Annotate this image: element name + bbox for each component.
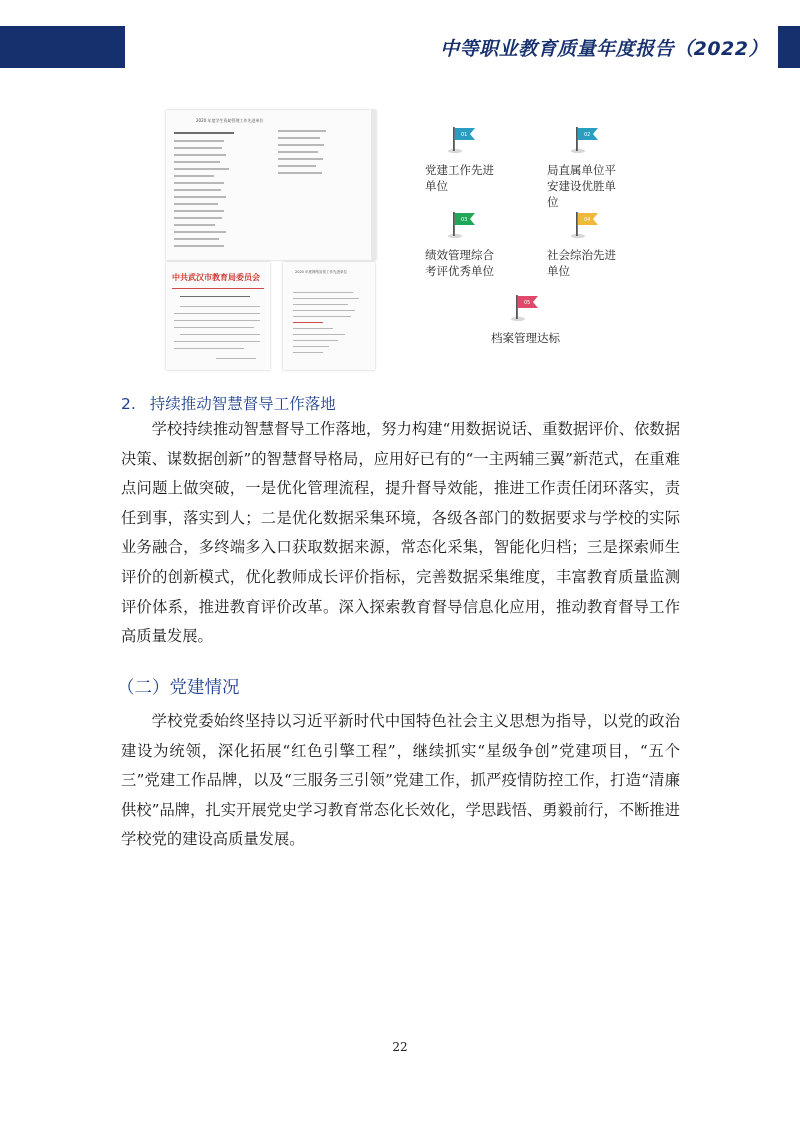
document-caption: 2020 年度学生资助管理工作先进单位 bbox=[196, 118, 264, 123]
document-caption: 2020 年度网络宣传工作先进单位 bbox=[295, 270, 348, 274]
flag-icon bbox=[570, 209, 600, 239]
svg-text:02: 02 bbox=[584, 132, 591, 138]
award-label: 社会综治先进单位 bbox=[547, 248, 616, 278]
svg-text:05: 05 bbox=[524, 300, 531, 306]
header-bar-right bbox=[778, 26, 800, 68]
subsection-number: 2. bbox=[121, 395, 136, 413]
section-heading: （二）党建情况 bbox=[117, 678, 240, 698]
header-bar-left bbox=[0, 26, 125, 68]
paragraph-text: 学校党委始终坚持以习近平新时代中国特色社会主义思想为指导，以党的政治建设为统领，深化拓展“红色引擎工程”，继续抓实“星级争创”党建项目，“五个三”党建工作品牌，以及“三服务三引领”党建工作，抓严疫情防控工作，打造“清廉供校”品牌，扎实开展党史学习教育常态化长效化，学思践悟、勇毅前行，不断推进学校党的建设高质量发展。 bbox=[121, 712, 680, 849]
award-label: 党建工作先进单位 bbox=[425, 163, 494, 193]
award-label: 绩效管理综合考评优秀单位 bbox=[425, 248, 494, 278]
page-number: 22 bbox=[392, 1040, 408, 1054]
svg-text:01: 01 bbox=[461, 132, 468, 138]
paragraph-text: 学校持续推动智慧督导工作落地，努力构建“用数据说话、重数据评价、依数据决策、谋数据创新”的智慧督导格局，应用好已有的“一主两辅三翼”新范式，在重难点问题上做突破，一是优化管理流程，提升督导效能，推进工作责任闭环落实，责任到事，落实到人；二是优化数据采集环境，各级各部门的数据要求与学校的实际业务融合，多终端多入口获取数据来源，常态化采集，智能化归档；三是探索师生评价的创新模式，优化教师成长评价指标，完善数据采集维度，丰富教育质量监测评价体系，推进教育评价改革。深入探索教育督导信息化应用，推动教育督导工作高质量发展。 bbox=[121, 420, 680, 646]
award-label: 局直属单位平安建设优胜单位 bbox=[547, 163, 616, 209]
paragraph-smart-supervision bbox=[121, 415, 680, 652]
document-red-title: 中共武汉市教育局委员会 bbox=[172, 272, 260, 282]
subsection-heading bbox=[121, 392, 336, 414]
flag-icon bbox=[570, 124, 600, 154]
document-image-red-head bbox=[166, 262, 270, 370]
document-image-list bbox=[283, 262, 375, 370]
paragraph-party-building bbox=[121, 707, 680, 855]
document-image-top bbox=[166, 110, 376, 260]
svg-text:04: 04 bbox=[584, 217, 591, 223]
svg-text:03: 03 bbox=[461, 217, 468, 223]
subsection-title: 持续推动智慧督导工作落地 bbox=[149, 395, 336, 413]
award-label: 档案管理达标 bbox=[491, 331, 560, 345]
flag-icon bbox=[447, 124, 477, 154]
flag-icon bbox=[510, 292, 540, 322]
report-title: 中等职业教育质量年度报告（2022） bbox=[440, 38, 768, 60]
flag-icon bbox=[447, 209, 477, 239]
